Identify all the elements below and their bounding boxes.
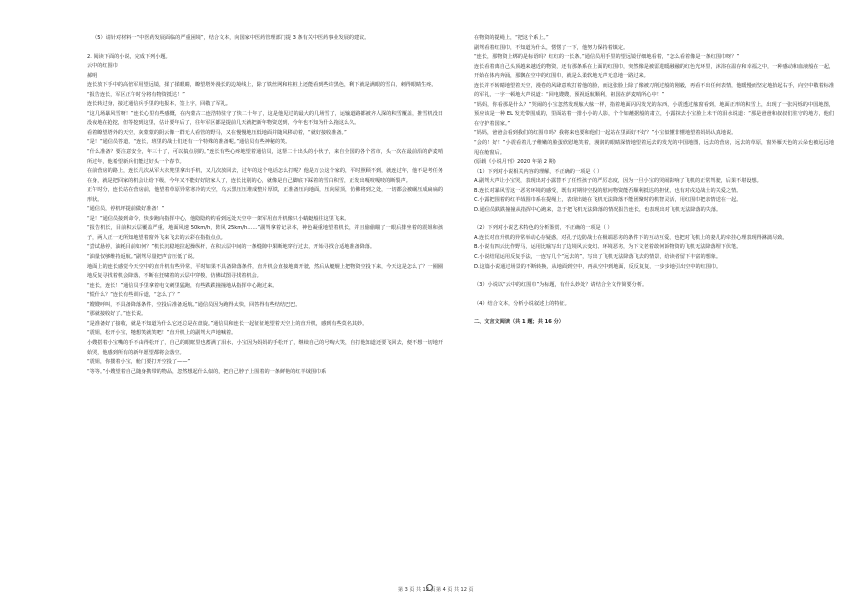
paragraph-r2: 副驾看着红围巾，不知道为什么，愣愣了一下，他努力保持着镇定。 bbox=[474, 44, 629, 51]
paragraph-r17: B.小说有四云比作野马，运用比喻写出了边境风云变幻、环境恶劣，为下文老着敢何诉物资的飞机无法降落埋下伏笔。 bbox=[474, 244, 742, 251]
right-column bbox=[474, 34, 834, 328]
paragraph-r10: （1）下列对小说相关内容的理解，不正确的一项是（ ） bbox=[474, 168, 603, 175]
paragraph-l16: “连长，连长！”通信员手里拿着电文刺里猛跑，有些跌跌撞撞地从指挥中心跑过来。 bbox=[87, 282, 278, 289]
paragraph-q5: （5）请针对材料一“中医药发展面临的严重困境”，结合文本，向国家中医药管理部门提 3 条有关中医药事业发展的建议。 bbox=[92, 35, 370, 41]
page-divider-circle-icon bbox=[426, 584, 433, 591]
paragraph-r22: 二、文言文阅读（共 1 题；共 16 分） bbox=[474, 319, 564, 326]
spacer bbox=[474, 215, 834, 224]
paragraph-l9: 正午时分，连长站在营房前，他望着草原异常寒冷的天空，乌云黑压压堆成整片厚铁，正准备压向地面，压向屋顶，仿佛将到之处，一切都会被碾压成扁扁的形状。 bbox=[87, 187, 443, 203]
paragraph-r19: D.这篇小说通过场景的不断转换，从地面到空中，再从空中到地面，反反复复，一步步地引出空中的红围巾。 bbox=[474, 263, 722, 270]
paragraph-l22: 小嫂搭着小宝嘴的手不由得松开了，自己的眼眶里也蓄满了泪水，小宝因为妈妈的手松开了，继续自己的号啕大笑，自打他知道还要飞回去，便不想一切地开始哭，他感到所有的新年愿望都将会落空。 bbox=[87, 339, 443, 356]
paragraph-r11: A.副驾大声让小宝哭，表现出对小露替不了任性孩子的严厉态度，因为一旦小宝的哭闹影响了飞机的正常驾驶，后果不堪设想。 bbox=[474, 178, 762, 185]
spacer bbox=[474, 309, 834, 318]
paragraph-l2: “报告连长，军区正午时分将有物资抵达！” bbox=[87, 91, 185, 98]
paragraph-l24: “等等。”小嫂望着自己随身携带的物品，忽然想起什么似的，把自己脖子上围着的一条鲜艳的红羊绒围巾系 bbox=[87, 368, 327, 375]
paragraph-r13: C.小露把围着的红羊绒围巾系在提绳上，表现出她在飞机无法降落不能团聚时的机智灵活，用红围巾把亲情送在一起。 bbox=[474, 197, 742, 204]
paragraph-r3: “连长，那物资上绑的是标语吗？红红的一长条。”通信员用手里的望远镜仔细地看着，“怎么看着像是一条红围巾呀？” bbox=[474, 54, 740, 61]
paragraph-r20: （3）小说以“云中的红围巾”为标题，有什么妙处？请结合全文作简要分析。 bbox=[474, 282, 648, 289]
paragraph-l13: “尝试悬停，油耗目前如何？”机长沉稳地拉起操纵杆，在积云层中间的一条缝隙中果断地穿行过去，开始寻找合适地准备降落。 bbox=[87, 244, 376, 251]
paragraph-r7: “妈妈，爸爸会看到我们的红围巾吗？我将来也要和他们一起站在里面好不好？”小宝似懂非懂地望着妈妈认真地说。 bbox=[474, 130, 737, 137]
spacer bbox=[474, 272, 834, 281]
paragraph-r9: (原载《小说月刊》2020 年第 2 期) bbox=[474, 159, 556, 166]
paragraph-r14: D.通信员跌跌撞撞从指挥中心跑来，急于把飞机无法降落的情况报告连长，也表现出对飞机无法降落的失落。 bbox=[474, 206, 722, 213]
paragraph-r16: A.连长对直升机的异常举动心存疑惑，对孔子边防战士在极端恶劣的条件下的互动互爱，也把对飞机上的妻儿的牵挂心理表现得淋漓尽致。 bbox=[474, 234, 788, 241]
paragraph-l15: 地面上的连长感觉今天空中的直升机有些异常，平时如果不具备降落条件，直升机会直接地离开驶，然后从艇舰上把物资空投下来，今天这是怎么了？一圈圈地反复寻找着机会降落，不断在狂啸着的云层中穿梭，仿佛试图寻找着机会。 bbox=[87, 263, 443, 280]
spacer bbox=[87, 44, 443, 53]
paragraph-l3: 连长转过身，接过通信兵手里的电报本，签上字，回敬了军礼。 bbox=[87, 101, 231, 108]
paragraph-r15: （2）下列对小说艺术特色的分析鉴赏，不正确的一项是（ ） bbox=[474, 225, 613, 232]
left-column bbox=[87, 34, 443, 377]
spacer bbox=[474, 291, 834, 300]
page-number-left: 第 3 页 共 12 页 bbox=[398, 587, 436, 593]
paragraph-r5: 连长并不转睛地望着天空，漫卷的风肆意吹打着他的脸，而这张脸上除了像被刀削过般的刚毅，再看不出任何表情，他暖慢而坚定地抬起右手，向空中敬着标准的军礼，一字一顿地大声说道：“回电嫂嫂，预祝返航顺利，祖国在萨麦哨所心中！” bbox=[474, 82, 834, 99]
paragraph-l14: “油量仅够维持返航。”副驾尽量把声音压低了说。 bbox=[87, 254, 198, 261]
paragraph-r1: 在物资的提绳上，“把这个系上。” bbox=[474, 35, 549, 41]
paragraph-r12: B.连长对暴风雪这一恶劣环境的感受，既有对期待空投的慰问物资能否顺利抵达的担忧，也有对戍边战士的关爱之情。 bbox=[474, 187, 742, 194]
paragraph-l10: “通信员，停机坪提前做好准备！” bbox=[87, 206, 165, 213]
paragraph-r21: （4）结合文本，分析小说叙述上的特征。 bbox=[474, 300, 570, 307]
paragraph-r8: “会的！好！”小震看着儿子稚嫩的脸蛋欣慰地笑着，漫润的眼睛深情地望着远去的发光的中国地图，远去的营房，远去的草原，窗外雁天色的云朵也被远远地甩在舱窗后。 bbox=[474, 140, 834, 156]
paragraph-l20: “是准备好了接收，就是不知道为什么它还总是在盘旋。”通信员和连长一起征征地望着天空上的直升机，感到有些莫名其妙。 bbox=[87, 320, 368, 327]
paragraph-l8: 在前营房的路上，连长几次从军大衣兜里拿出手机，又几次放回去，过年的这个电话怎么打呢？他是万公这个家的，平时照顾不到，就连过年，他不是考任务在身，就是把回家的机会让给下级，今年又不能好好陪家人了，连长比别的心，就像是自己脚底下踩着的雪白积雪，正发出嘎吱嘎吱的断裂声。 bbox=[87, 168, 443, 184]
paragraph-l18: “嫂嫂呼叫，不具备降落条件，空投后准备返航。”通信员因为跑得太快，回答得有些结结巴巴。 bbox=[87, 301, 301, 308]
paragraph-r6: “妈妈，你看那是什么？”哭闹的小宝忽然发现舷大舷一样，指着地面闪闪发光的东西，小震透过舷窗看到，地面正形的积雪上，出现了一张闪烁的中国地图，预应该是一种 EL 发光带围成的，里面站着一排小小的人影，个个如蘸据般的肃立，小露抹去小宝脸上未干的泪水说道：“那是爸爸和叔叔们驻守的地方，他们在守护着国家。” bbox=[474, 101, 834, 127]
paragraph-l4: “这几场暴风雪呀！”连长心里有些感慨，在内蒙古二连浩特驻守了快二十年了，这是他见过的最大的几场雪了，运输道路都被齐人深的积雪覆盖，推雪机没日没夜地在抢挖，但等挖到这里，估计要年后了，往年军区都是提前几天就把新年物资送到，今年也不知为什么拖这么久。 bbox=[87, 110, 443, 127]
paragraph-r18: C.小说结尾运用反复手法，一连写几个“远去的”，写出了飞机无法降落飞去的情景，给读者留下丰富的想象。 bbox=[474, 254, 722, 261]
paragraph-title: 云中的红围巾 bbox=[87, 63, 118, 70]
paragraph-task: 2. 阅读下面的小说，完成下列小题。 bbox=[87, 53, 171, 60]
paragraph-l23: “震姐，你搂着小宝，舱门要打开空投了——” bbox=[87, 359, 190, 366]
paragraph-l19: “那就接收好了。”连长说。 bbox=[87, 311, 147, 318]
paragraph-l12: “报告机长，目前积云层覆盖严重，地面风速 50km/h，阵风 25km/h……”副驾拿着记录本，神色凝重地望着机长，并且偷偷瞄了一眼后排坐着的震姐和孩子，两人正一无所知地望着窗外飞来飞去的云彩在指指点点。 bbox=[87, 225, 443, 241]
paragraph-l21: “震姐，松开小宝，牠想笑就笑吧！”直升机上的副驾大声地喊着。 bbox=[87, 330, 237, 337]
paragraph-l5: 看着瞭望塔外的天空，灰蒙蒙的阴云像一群无人看管的野马，又在慢慢地压低地面并随风移动着，“就好接收准备。” bbox=[87, 129, 347, 136]
paragraph-author: 郝明 bbox=[87, 72, 98, 79]
paragraph-l17: “慌什么？”连长有些训斥道，“怎么了？” bbox=[87, 292, 180, 299]
paragraph-l6: “是！”通信员答道，“连长，班里的战士们还有一个特殊的准备呢。”通信员有些神秘的笑。 bbox=[87, 139, 291, 146]
page-number-right: 第 4 页 共 12 页 bbox=[436, 587, 474, 593]
paragraph-r4: 连长看着离自己头顶越来越近的物资，还有那条系在上面的红围巾，突然像是被雷进暖融融的红色光环里，沐浴在温存和幸福之中，一种感动和血液般在一起，开始在体内奔涌，那飘在空中的红围巾，就是么柔软地无声无息地一路过来。 bbox=[474, 63, 834, 80]
paragraph-l1: 连长放下手中的高倍军用望远镜，揉了揉眼睛，瞭望塔外漫长的边境线上，除了铁丝网和柱桩上还能看到些许黑色，剩下就是满眼的雪白，刺得眼睛生疼。 bbox=[87, 82, 437, 89]
paragraph-l7: “什么准备？要注意安全，年三十了，可以搞点别的。”连长有些心疼地望着通信员，这帮二十出头的小伙子，来自全国的各个省市，头一次在最前沿的萨麦哨所过年，他希望新兵们能过好头一个春节。 bbox=[87, 149, 443, 165]
paragraph-l11: “是！”通信员接到命令，快步跑向指挥中心，他隐隐约约看到远处天空中一架军用直升机像只小蜻蜓般往这里飞来。 bbox=[87, 215, 350, 222]
